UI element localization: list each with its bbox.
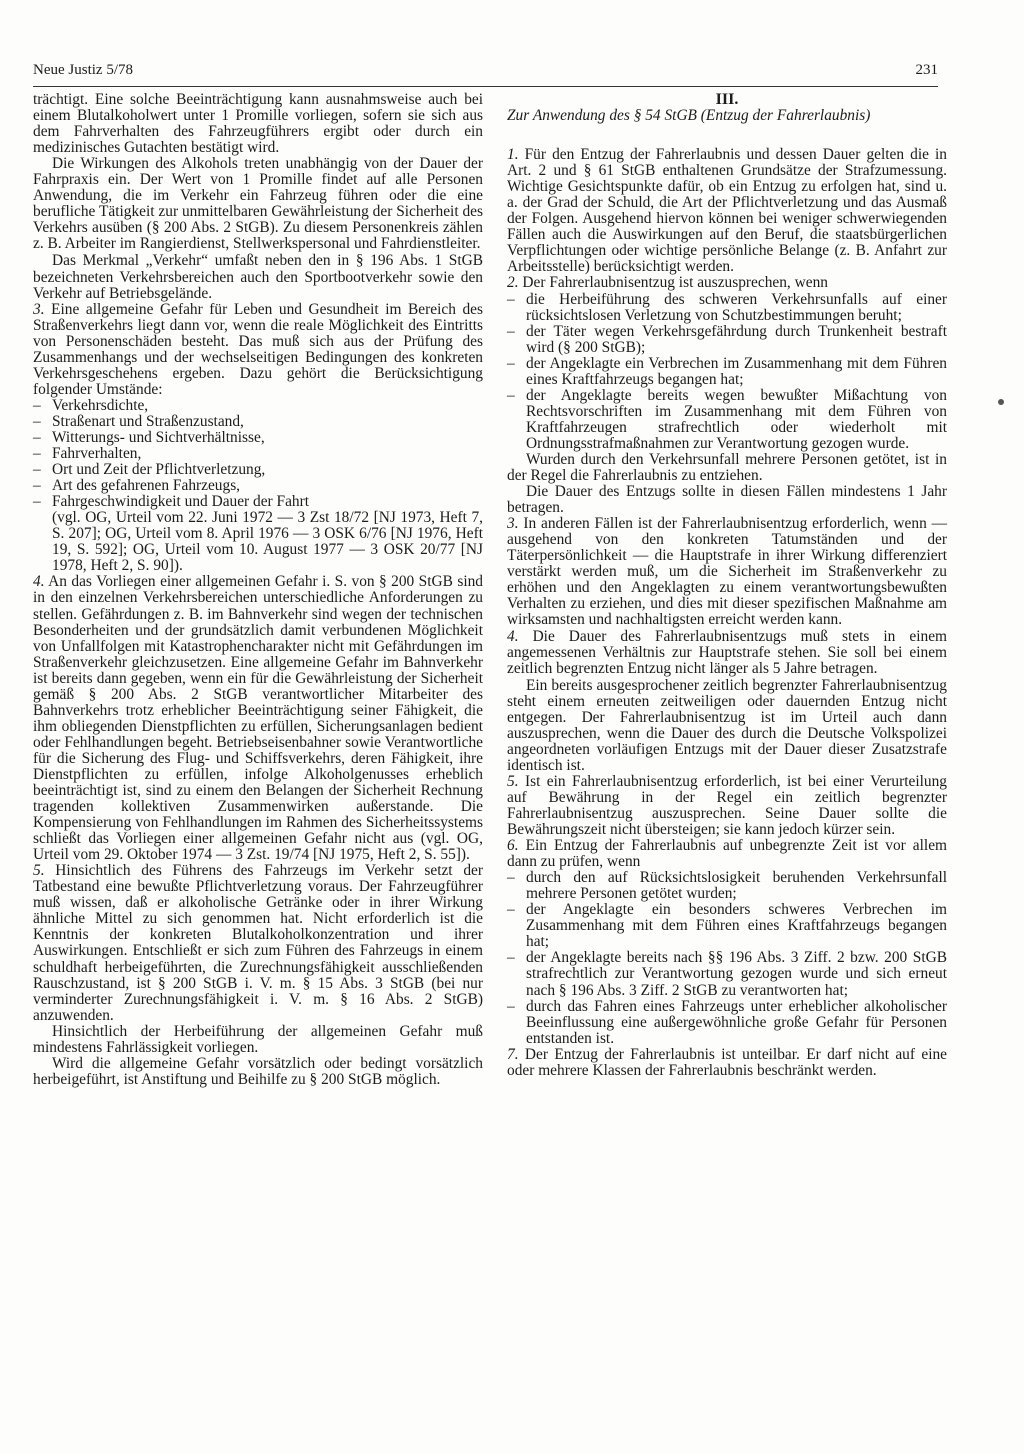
paragraph-number: 4. (33, 573, 45, 591)
paragraph: Die Dauer des Entzugs sollte in diesen Fällen mindestens 1 Jahr betragen. (507, 483, 947, 517)
paragraph-number: 3. (33, 300, 45, 318)
conditions-list (507, 870, 947, 1047)
conditions-list (507, 292, 947, 452)
journal-title: Neue Justiz 5/78 (33, 62, 133, 78)
list-item: – der Angeklagte ein besonders schweres Verbrechen im Zusammenhang mit dem Führen eines Kraftfahrzeugs begangen hat; (507, 902, 947, 950)
header-divider (33, 86, 938, 87)
numbered-paragraph (507, 774, 947, 838)
paragraph-text: Hinsichtlich des Führens des Fahrzeugs im Verkehr setzt der Tatbestand eine bewußte Pflichtverletzung voraus. Der Fahrzeugführer muß wissen, daß er alkoholische Getränke oder in ihrer Wirkung ähnliche Mittel zu sich genommen hat. Nicht erforderlich ist die Kenntnis der konkreten Blutalkoholkonzentration und ihrer Auswirkungen. Entschließt er sich zum Führen des Fahrzeugs in einem schuldhaft herbeigeführten, die Zurechnungsfähigkeit ausschließenden Rauschzustand, ist § 200 StGB i. V. m. § 15 Abs. 3 StGB (bei nur verminderter Zurechnungsfähigkeit i. V. m. § 16 Abs. 2 StGB) anzuwenden. (33, 862, 483, 1024)
paragraph-text: Der Fahrerlaubnisentzug ist auszusprechen, wenn (518, 274, 828, 292)
numbered-paragraph (33, 863, 483, 1023)
paragraph-number: 2. (507, 274, 519, 292)
numbered-paragraph (33, 574, 483, 863)
list-item: – die Herbeiführung des schweren Verkehrsunfalls auf einer rücksichtslosen Verletzung von Schutzbestimmungen beruht; (507, 292, 947, 324)
list-item: – Straßenart und Straßenzustand, (33, 414, 483, 430)
case-reference: (vgl. OG, Urteil vom 22. Juni 1972 — 3 Zst 18/72 [NJ 1973, Heft 7, S. 207]; OG, Urteil vom 8. April 1976 — 3 OSK 6/76 [NJ 1976, Heft 19, S. 592]; OG, Urteil vom 10. August 1977 — 3 OSK 20/77 [NJ 1978, Heft 2, S. 90]). (52, 509, 483, 575)
section-numeral: III. (715, 91, 739, 108)
list-item: – der Angeklagte ein Verbrechen im Zusammenhang mit dem Führen eines Kraftfahrzeugs begangen hat; (507, 356, 947, 388)
paragraph: Ein bereits ausgesprochener zeitlich begrenzter Fahrerlaubnisentzug steht einem erneuten zeitweiligen oder dauernden Entzug nicht entgegen. Der Fahrerlaubnisentzug ist im Urteil auch dann auszusprechen, wenn die Dauer des durch die Deutsche Volkspolizei angeordneten vorläufigen Entzugs mit der Dauer dieser Zusatzstrafe identisch ist. (507, 676, 947, 774)
paragraph-text: Der Entzug der Fahrerlaubnis ist unteilbar. Er darf nicht auf eine oder mehrere Klassen der Fahrerlaubnis beschränkt werden. (507, 1045, 947, 1079)
page-number: 231 (915, 62, 938, 78)
right-column (507, 92, 947, 1079)
section-heading: Zur Anwendung des § 54 StGB (Entzug der Fahrerlaubnis) (507, 107, 871, 125)
page-header (33, 62, 938, 84)
circumstances-list (33, 398, 483, 510)
list-item: – Fahrverhalten, (33, 446, 483, 462)
paragraph-text: Die Dauer des Fahrerlaubnisentzugs muß stets in einem angemessenen Verhältnis zur Hauptstrafe stehen. Sie soll bei einem zeitlich begrenzten Entzug nicht länger als 5 Jahre betragen. (507, 627, 947, 677)
left-column (33, 92, 483, 1088)
paragraph-text: In anderen Fällen ist der Fahrerlaubnisentzug erforderlich, wenn — ausgehend von den konkreten Tatumständen und der Täterpersönlichkeit — die Hauptstrafe in ihrer Wirkung differenziert verstärkt werden muß, um die Sicherheit im Straßenverkehr zu erhöhen und den Angeklagten zu einem verantwortungsbewußten Verhalten zu erziehen, und dies mit dieser spezifischen Maßnahme am wirksamsten und nachhaltigsten erreicht werden kann. (507, 515, 947, 629)
numbered-paragraph (33, 302, 483, 398)
numbered-paragraph (507, 275, 947, 291)
paragraph-number: 3. (507, 515, 519, 533)
numbered-paragraph (507, 629, 947, 677)
list-item: – Fahrgeschwindigkeit und Dauer der Fahrt (33, 494, 483, 510)
list-item: – durch das Fahren eines Fahrzeugs unter erheblicher alkoholischer Beeinflussung eine außergewöhnliche große Gefahr für Personen entstanden ist. (507, 999, 947, 1047)
numbered-paragraph (507, 1047, 947, 1079)
list-item: – durch den auf Rücksichtslosigkeit beruhenden Verkehrsunfall mehrere Personen getötet wurden; (507, 870, 947, 902)
list-item: – der Täter wegen Verkehrsgefährdung durch Trunkenheit bestraft wird (§ 200 StGB); (507, 324, 947, 356)
paragraph: Wurden durch den Verkehrsunfall mehrere Personen getötet, ist in der Regel die Fahrerlaubnis zu entziehen. (507, 450, 947, 485)
numbered-paragraph (507, 838, 947, 870)
numbered-paragraph (507, 147, 947, 275)
paragraph-text: Ist ein Fahrerlaubnisentzug erforderlich, ist bei einer Verurteilung auf Bewährung in der Regel ein zeitlich begrenzter Fahrerlaubnisentzug auszusprechen. Seine Dauer sollte die Bewährungszeit nicht übersteigen; sie kann jedoch kürzer sein. (507, 772, 947, 839)
margin-dot (998, 399, 1004, 405)
paragraph-number: 6. (507, 837, 519, 855)
paragraph-text: An das Vorliegen einer allgemeinen Gefahr i. S. von § 200 StGB sind in den einzelnen Verkehrsbereichen unterschiedliche Anforderungen zu stellen. Gefährdungen z. B. im Bahnverkehr sind wegen der technischen Besonderheiten und der grundsätzlich damit verbundenen Möglichkeit von Unfallfolgen mit Katastrophencharakter nicht mit Gefährdungen im Straßenverkehr gleichzusetzen. Eine allgemeine Gefahr im Bahnverkehr ist bereits dann gegeben, wenn ein für die Gewährleistung der Sicherheit gemäß § 200 Abs. 2 StGB verantwortlicher Mitarbeiter des Bahnverkehrs trotz erheblicher Beeinträchtigung seiner Fähigkeit, die ihm obliegenden Dienstpflichten zu erfüllen, Sicherungsanlagen bedient oder Fehlhandlungen begeht. Betriebseisenbahner sowie Verantwortliche für die Sicherung des Flug- und Schiffsverkehrs, deren Fähigkeit, ihre Dienstpflichten zu erfüllen, infolge Alkoholgenusses erheblich beeinträchtigt ist, sind zu einem den Belangen der Sicherheit Rechnung tragenden kollektiven Zusammenwirken außerstande. Die Kompensierung von Fehlhandlungen im Rahmen des Sicherheitssystems schließt das Vorliegen einer allgemeinen Gefahr nicht aus (vgl. OG, Urteil vom 29. Oktober 1974 — 3 Zst. 19/74 [NJ 1975, Heft 2, S. 55]). (33, 573, 483, 864)
paragraph-text: Für den Entzug der Fahrerlaubnis und dessen Dauer gelten die in Art. 2 und § 61 StGB enthaltenen Grundsätze der Strafzumessung. Wichtige Gesichtspunkte dafür, ob ein Entzug zu erfolgen hat, sind u. a. der Grad der Schuld, die Art der Pflichtverletzung und das Ausmaß der Folgen. Ausgehend hiervon können bei weniger schwerwiegenden Fällen auch die Auswirkungen auf den Beruf, die staatsbürgerlichen Verpflichtungen oder wichtige persönliche Belange (z. B. Anfahrt zur Arbeitsstelle) berücksichtigt werden. (507, 146, 947, 276)
list-item: – Witterungs- und Sichtverhältnisse, (33, 430, 483, 446)
paragraph: Hinsichtlich der Herbeiführung der allgemeinen Gefahr muß mindestens Fahrlässigkeit vorliegen. (33, 1022, 483, 1056)
paragraph: Die Wirkungen des Alkohols treten unabhängig von der Dauer der Fahrpraxis ein. Der Wert von 1 Promille findet auf alle Personen Anwendung, die im Verkehr ein Fahrzeug führen oder die eine berufliche Tätigkeit zur unmittelbaren Gewährleistung der Sicherheit des Verkehrs ausüben (§ 200 Abs. 2 StGB). Zu diesem Personenkreis zählen z. B. Arbeiter im Rangierdienst, Stellwerkspersonal und Fahrdienstleiter. (33, 155, 483, 253)
paragraph-number: 5. (507, 772, 519, 790)
paragraph-text: Ein Entzug der Fahrerlaubnis auf unbegrenzte Zeit ist vor allem dann zu prüfen, wenn (507, 837, 947, 871)
list-item: – der Angeklagte bereits nach §§ 196 Abs. 3 Ziff. 2 bzw. 200 StGB strafrechtlich zur Verantwortung gezogen wurde und sich erneut nach § 196 Abs. 3 Ziff. 2 StGB zu verantworten hat; (507, 950, 947, 998)
list-item: – Ort und Zeit der Pflichtverletzung, (33, 462, 483, 478)
paragraph: Wird die allgemeine Gefahr vorsätzlich oder bedingt vorsätzlich herbeigeführt, ist Anstiftung und Beihilfe zu § 200 StGB möglich. (33, 1054, 483, 1088)
paragraph-number: 4. (507, 627, 519, 645)
list-item: – der Angeklagte bereits wegen bewußter Mißachtung von Rechtsvorschriften im Zusammenhang mit dem Führen von Kraftfahrzeugen strafrechtlich oder wiederholt mit Ordnungsstrafmaßnahmen zur Verantwortung gezogen wurde. (507, 388, 947, 452)
paragraph-number: 5. (33, 862, 45, 880)
paragraph: trächtigt. Eine solche Beeinträchtigung kann ausnahmsweise auch bei einem Blutalkoholwert unter 1 Promille vorliegen, sofern sie sich aus dem Fahrverhalten des Fahrzeugführers ergibt oder durch ein medizinisches Gutachten bestätigt wird. (33, 91, 483, 157)
numbered-paragraph (507, 516, 947, 628)
list-item: – Verkehrsdichte, (33, 398, 483, 414)
paragraph-text: Eine allgemeine Gefahr für Leben und Gesundheit im Bereich des Straßenverkehrs liegt dann vor, wenn die reale Möglichkeit des Eintritts von Personenschäden besteht. Das muß sich aus der Prüfung des Zusammenhangs und der wechselseitigen Bedingungen des konkreten Verkehrsgeschehens ergeben. Dazu gehört die Berücksichtigung folgender Umstände: (33, 300, 483, 398)
paragraph: Das Merkmal „Verkehr“ umfaßt neben den in § 196 Abs. 1 StGB bezeichneten Verkehrsbereichen auch den Sportbootverkehr sowie den Verkehr auf Betriebsgelände. (33, 252, 483, 302)
paragraph-number: 7. (507, 1045, 519, 1063)
paragraph-number: 1. (507, 146, 519, 164)
list-item: – Art des gefahrenen Fahrzeugs, (33, 478, 483, 494)
